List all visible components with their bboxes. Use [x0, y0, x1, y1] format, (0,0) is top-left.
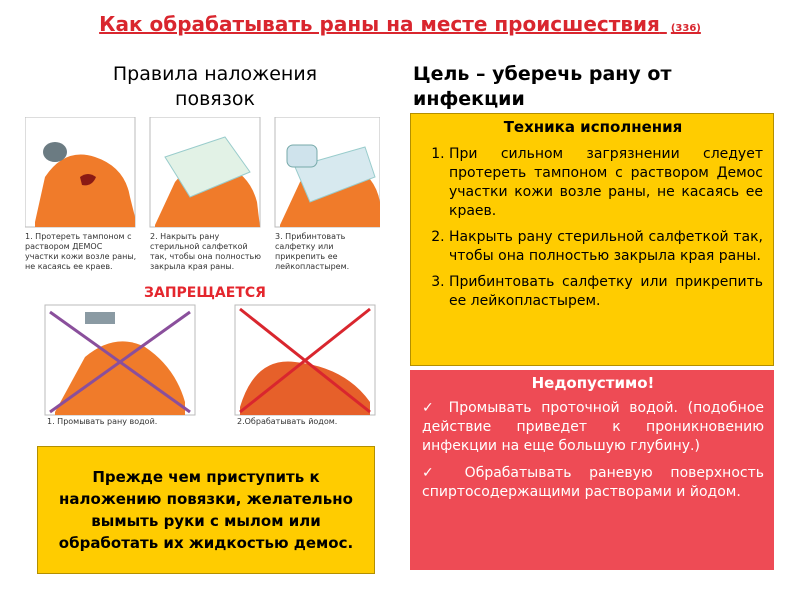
- technique-title: Техника исполнения: [503, 118, 683, 136]
- technique-step: 2. Накрыть рану стерильной салфеткой так, чтобы она полностью закрыла края раны.: [449, 228, 763, 266]
- technique-step: 1. При сильном загрязнении следует протереть тампоном с раствором Демос участки кожи возле раны, не касаясь ее краев.: [449, 145, 763, 221]
- page-title-ref: (336): [670, 23, 701, 34]
- panel-3-roll: [287, 145, 317, 167]
- forbidden-caption-1: 1. Промывать рану водой.: [47, 417, 158, 426]
- illustration-svg: [25, 117, 380, 435]
- forbidden-item: ✓ Обрабатывать раневую поверхность спиртосодержащими растворами и йодом.: [422, 465, 764, 500]
- hand-wash-note: [37, 446, 375, 574]
- forbidden-label: ЗАПРЕЩАЕТСЯ: [144, 285, 266, 301]
- panel-1-swab: [43, 142, 67, 162]
- right-heading: Цель – уберечь рану от инфекции: [413, 63, 672, 110]
- forbidden-title: Недопустимо!: [531, 374, 655, 392]
- technique-step: 3. Прибинтовать салфетку или прикрепить ее лейкопластырем.: [449, 273, 763, 311]
- forbidden-item: ✓ Промывать проточной водой. (подобное действие приведет к проникновению инфекции на еще большую глубину.): [422, 400, 764, 454]
- figure-caption-2: 2. Накрыть рану стерильной салфеткой так, чтобы она полностью закрыла края раны.: [150, 232, 261, 271]
- bandage-illustration: [25, 117, 380, 435]
- page-title-text: Как обрабатывать раны на месте происшествия: [99, 12, 660, 36]
- hand-wash-note-text: Прежде чем приступить к наложению повязки, желательно вымыть руки с мылом или обработать их жидкостью демос.: [58, 468, 354, 552]
- figure-caption-1: 1. Протереть тампоном с раствором ДЕМОС участки кожи возле раны, не касаясь ее краев.: [25, 232, 137, 271]
- technique-steps: [423, 145, 763, 311]
- forbidden-box: [410, 370, 774, 570]
- left-heading: Правила наложения повязок: [112, 63, 318, 110]
- forbidden-caption-2: 2.Обрабатывать йодом.: [237, 417, 338, 426]
- technique-box: [410, 113, 774, 366]
- page-title: [0, 12, 800, 36]
- figure-caption-3: 3. Прибинтовать салфетку или прикрепить ее лейкопластырем.: [275, 232, 350, 271]
- forbidden-panel-1-tap: [85, 312, 115, 324]
